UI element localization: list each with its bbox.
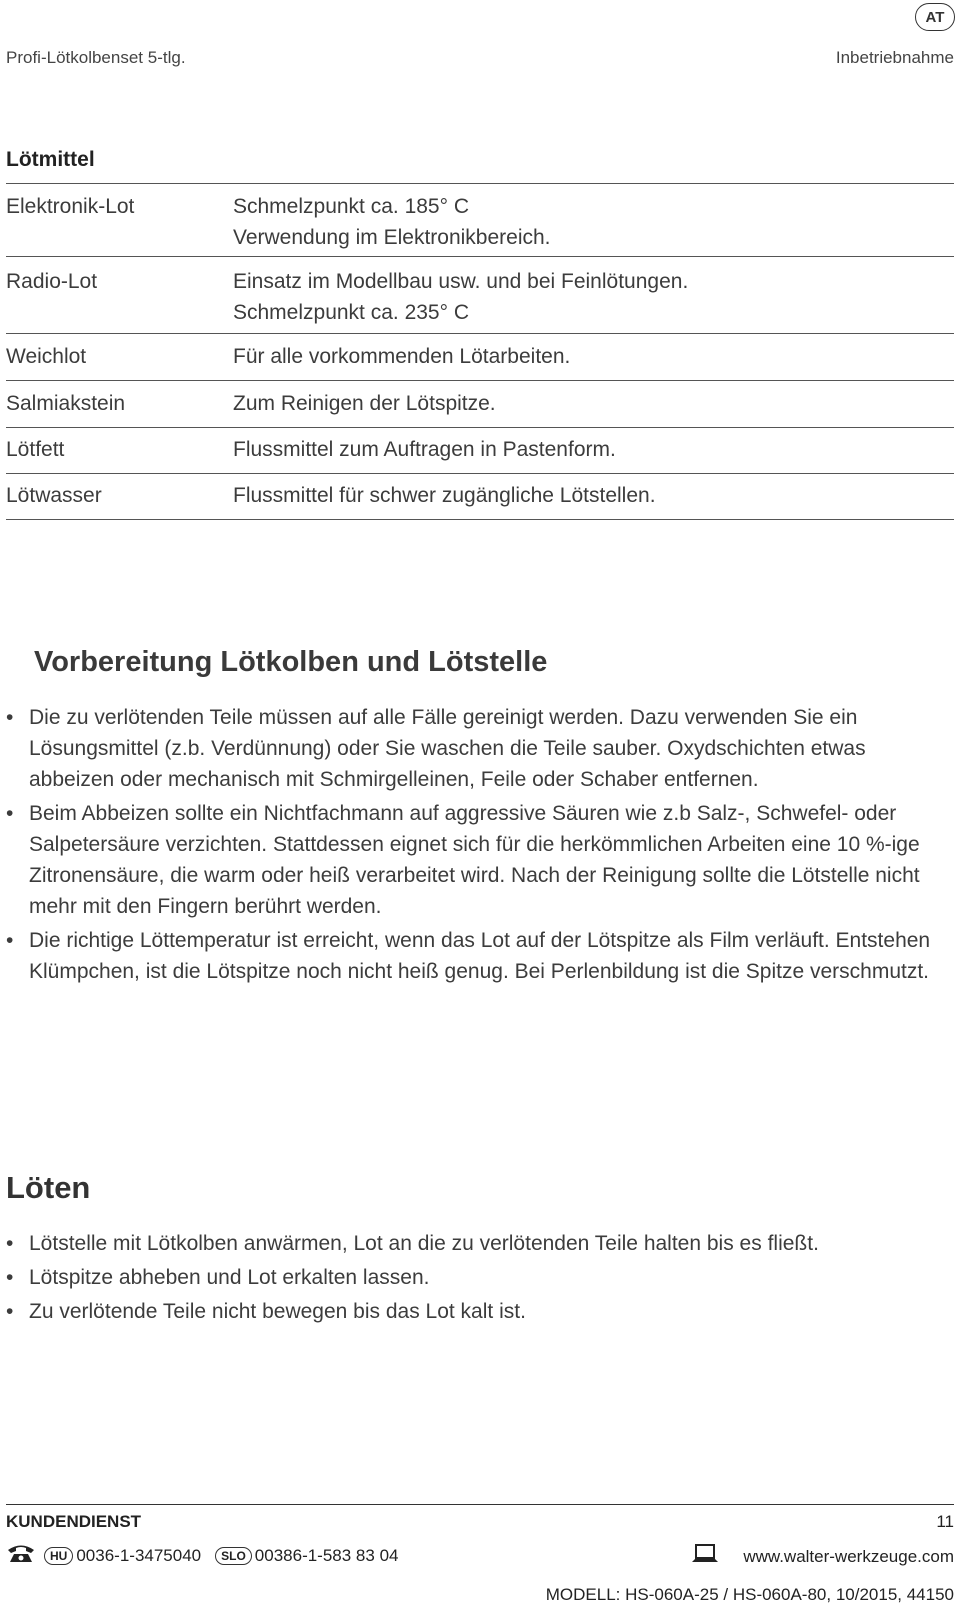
country-badge: AT — [915, 3, 955, 31]
row-description — [233, 434, 953, 465]
list-item: • Die zu verlötenden Teile müssen auf alle Fälle gereinigt werden. Dazu verwenden Sie ein Lösungsmittel (z.b. Verdünnung) oder Sie waschen die Teile sauber. Oxydschichten etwas abbeizen oder mechanisch mit Schmirgelleinen, Feile oder Schaber entfernen. — [6, 706, 866, 791]
header-product: Profi-Lötkolbenset 5-tlg. — [6, 48, 186, 67]
loeten-title: Löten — [6, 1170, 91, 1205]
phone-contacts — [6, 1543, 398, 1568]
table-bottom-rule — [6, 519, 954, 520]
row-description — [233, 388, 953, 419]
phone-icon — [6, 1543, 36, 1568]
row-line: Verwendung im Elektronikbereich. — [233, 226, 551, 249]
row-description — [233, 341, 953, 372]
list-item: • Lötstelle mit Lötkolben anwärmen, Lot an die zu verlötenden Teile halten bis es fließt. — [6, 1232, 819, 1255]
row-label: Elektronik-Lot — [6, 195, 135, 218]
row-line: Zum Reinigen der Lötspitze. — [233, 392, 496, 415]
hu-badge: HU — [44, 1547, 73, 1565]
laptop-icon — [691, 1543, 719, 1570]
row-label: Lötwasser — [6, 484, 102, 507]
header-section: Inbetriebnahme — [835, 48, 954, 67]
row-line: Flussmittel für schwer zugängliche Lötstellen. — [233, 484, 656, 507]
footer-title: KUNDENDIENST — [6, 1512, 142, 1531]
footer-rule — [6, 1504, 954, 1505]
vorbereitung-title: Vorbereitung Lötkolben und Lötstelle — [34, 646, 548, 678]
row-rule — [6, 256, 954, 257]
hu-phone: 0036-1-3475040 — [76, 1545, 202, 1565]
list-item-text: Die richtige Löttemperatur ist erreicht, wenn das Lot auf der Lötspitze als Film verläuft. Entstehen Klümpchen, ist die Lötspitze noch nicht heiß genug. Bei Perlenbildung ist die Spitze verschmutzt. — [29, 929, 931, 983]
row-description — [233, 191, 953, 253]
list-item-text: Lötspitze abheben und Lot erkalten lassen. — [29, 1266, 430, 1289]
row-label: Radio-Lot — [6, 270, 98, 293]
row-label: Lötfett — [6, 438, 65, 461]
row-description — [233, 480, 953, 511]
row-rule — [6, 380, 954, 381]
list-item: • Zu verlötende Teile nicht bewegen bis das Lot kalt ist. — [6, 1300, 526, 1323]
row-line: Schmelzpunkt ca. 235° C — [233, 301, 470, 324]
row-description — [233, 266, 953, 328]
loeten-list — [6, 1228, 954, 1330]
row-line: Schmelzpunkt ca. 185° C — [233, 195, 470, 218]
row-rule — [6, 473, 954, 474]
row-line: Flussmittel zum Auftragen in Pastenform. — [233, 438, 616, 461]
page-number: 11 — [936, 1512, 954, 1531]
row-label: Weichlot — [6, 345, 87, 368]
row-rule — [6, 333, 954, 334]
model-info: MODELL: HS-060A-25 / HS-060A-80, 10/2015, 44150 — [545, 1585, 954, 1604]
row-rule — [6, 427, 954, 428]
web-contact — [691, 1543, 954, 1570]
list-item-text: Lötstelle mit Lötkolben anwärmen, Lot an die zu verlötenden Teile halten bis es fließt. — [29, 1232, 819, 1255]
table-top-rule — [6, 183, 954, 184]
slo-badge: SLO — [215, 1547, 252, 1565]
list-item-text: Beim Abbeizen sollte ein Nichtfachmann auf aggressive Säuren wie z.b Salz-, Schwefel- oder Salpetersäure verzichten. Stattdessen eignet sich für die herkömmlichen Arbeiten eine 10 %-ige Zitronensäure, die warm oder heiß verarbeitet wird. Nach der Reinigung sollte die Lötstelle nicht mehr mit den Fingern berührt werden. — [29, 802, 920, 918]
list-item: • Beim Abbeizen sollte ein Nichtfachmann auf aggressive Säuren wie z.b Salz-, Schwefel- oder Salpetersäure verzichten. Stattdessen eignet sich für die herkömmlichen Arbeiten eine 10 %-ige Zitronensäure, die warm oder heiß verarbeitet wird. Nach der Reinigung sollte die Lötstelle nicht mehr mit den Fingern berührt werden. — [6, 802, 920, 918]
list-item: • Die richtige Löttemperatur ist erreicht, wenn das Lot auf der Lötspitze als Film verläuft. Entstehen Klümpchen, ist die Lötspitze noch nicht heiß genug. Bei Perlenbildung ist die Spitze verschmutzt. — [6, 929, 931, 983]
loetmittel-title: Lötmittel — [6, 148, 95, 171]
row-label: Salmiakstein — [6, 392, 126, 415]
list-item-text: Die zu verlötenden Teile müssen auf alle Fälle gereinigt werden. Dazu verwenden Sie ein Lösungsmittel (z.b. Verdünnung) oder Sie waschen die Teile sauber. Oxydschichten etwas abbeizen oder mechanisch mit Schmirgelleinen, Feile oder Schaber entfernen. — [29, 706, 866, 791]
list-item: • Lötspitze abheben und Lot erkalten lassen. — [6, 1266, 430, 1289]
website-link[interactable]: www.walter-werkzeuge.com — [743, 1546, 954, 1566]
row-line: Einsatz im Modellbau usw. und bei Feinlötungen. — [233, 270, 689, 293]
list-item-text: Zu verlötende Teile nicht bewegen bis das Lot kalt ist. — [29, 1300, 526, 1323]
row-line: Für alle vorkommenden Lötarbeiten. — [233, 345, 571, 368]
vorbereitung-list — [6, 702, 954, 990]
slo-phone: 00386-1-583 83 04 — [254, 1545, 399, 1565]
